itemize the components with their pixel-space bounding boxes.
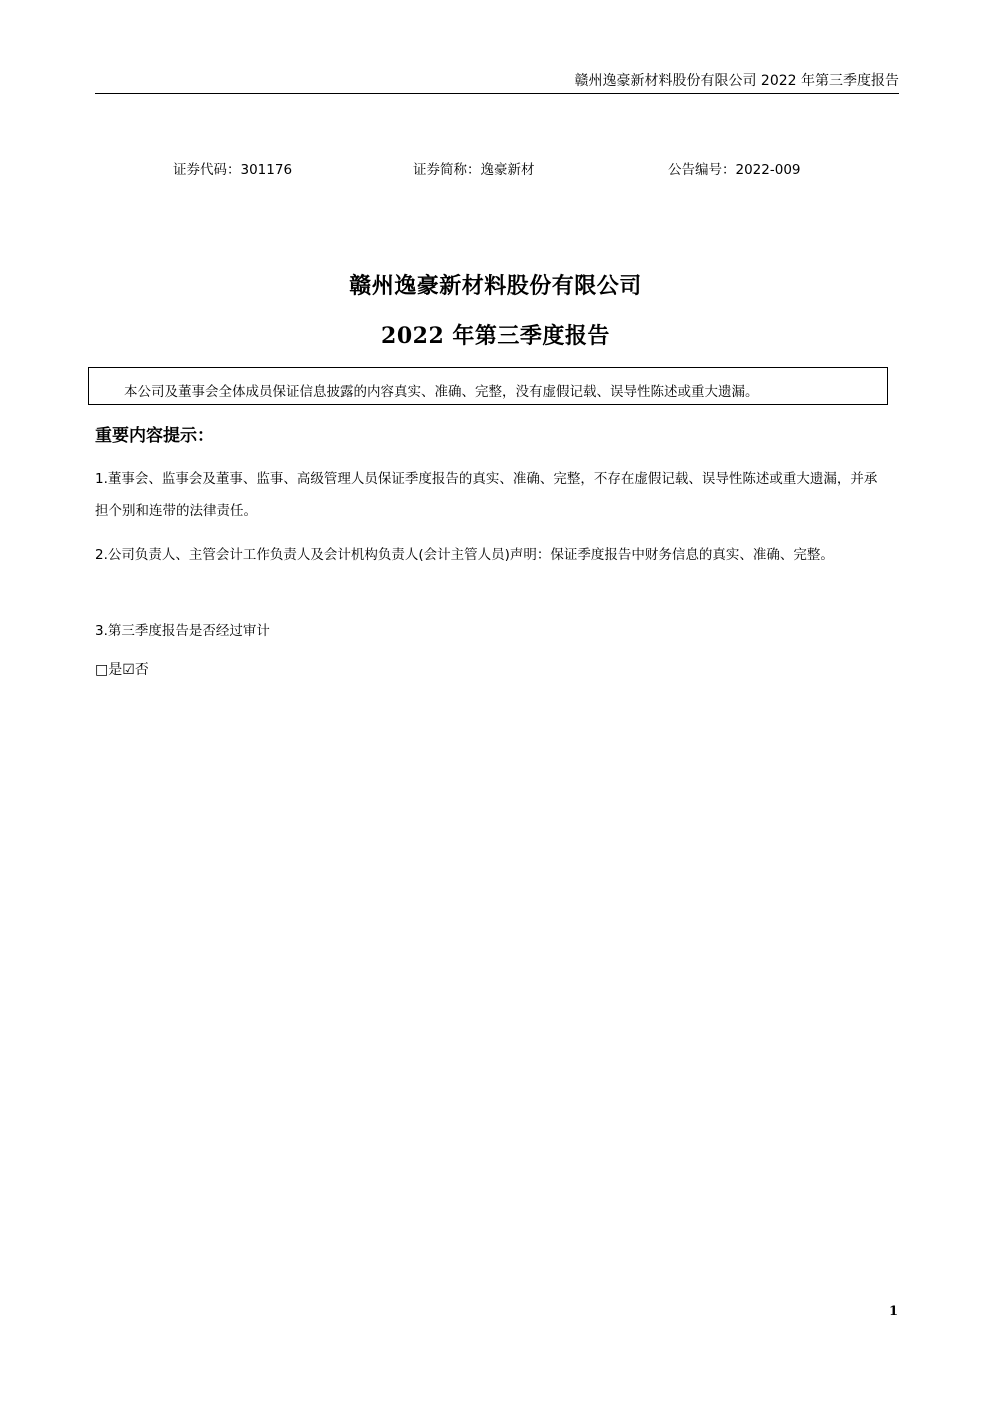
audit-options [95, 657, 149, 683]
notice-item-3: 3.第三季度报告是否经过审计 [95, 623, 270, 639]
security-code-value: 301176 [240, 162, 293, 178]
audit-no-checkbox: ☑ [122, 662, 135, 678]
running-header: 赣州逸豪新材料股份有限公司 2022 年第三季度报告 [574, 73, 899, 89]
announcement-number [668, 161, 801, 179]
security-abbreviation-label: 证券简称： [413, 162, 481, 178]
notice-heading: 重要内容提示： [95, 426, 214, 446]
notice-item-1: 1.董事会、监事会及董事、监事、高级管理人员保证季度报告的真实、准确、完整，不存在虚假记载、误导性陈述或重大遗漏，并承担个别和连带的法律责任。 [95, 471, 878, 519]
audit-yes-label: 是 [108, 662, 123, 678]
security-abbreviation [413, 161, 535, 179]
statement-text: 本公司及董事会全体成员保证信息披露的内容真实、准确、完整，没有虚假记载、误导性陈述或重大遗漏。 [124, 384, 759, 400]
report-title: 2022 年第三季度报告 [381, 323, 610, 349]
audit-no-label: 否 [134, 662, 149, 678]
announcement-number-value: 2022-009 [735, 162, 801, 178]
statement-box [88, 367, 888, 405]
security-abbreviation-value: 逸豪新材 [480, 162, 535, 178]
notice-item-2: 2.公司负责人、主管会计工作负责人及会计机构负责人(会计主管人员)声明：保证季度报告中财务信息的真实、准确、完整。 [95, 547, 834, 563]
security-code-label: 证券代码： [173, 162, 241, 178]
page-number: 1 [888, 1304, 898, 1319]
announcement-number-label: 公告编号： [668, 162, 736, 178]
header-rule [95, 93, 899, 94]
company-title: 赣州逸豪新材料股份有限公司 [349, 273, 642, 299]
audit-yes-checkbox: □ [95, 662, 109, 678]
security-code [173, 161, 292, 179]
